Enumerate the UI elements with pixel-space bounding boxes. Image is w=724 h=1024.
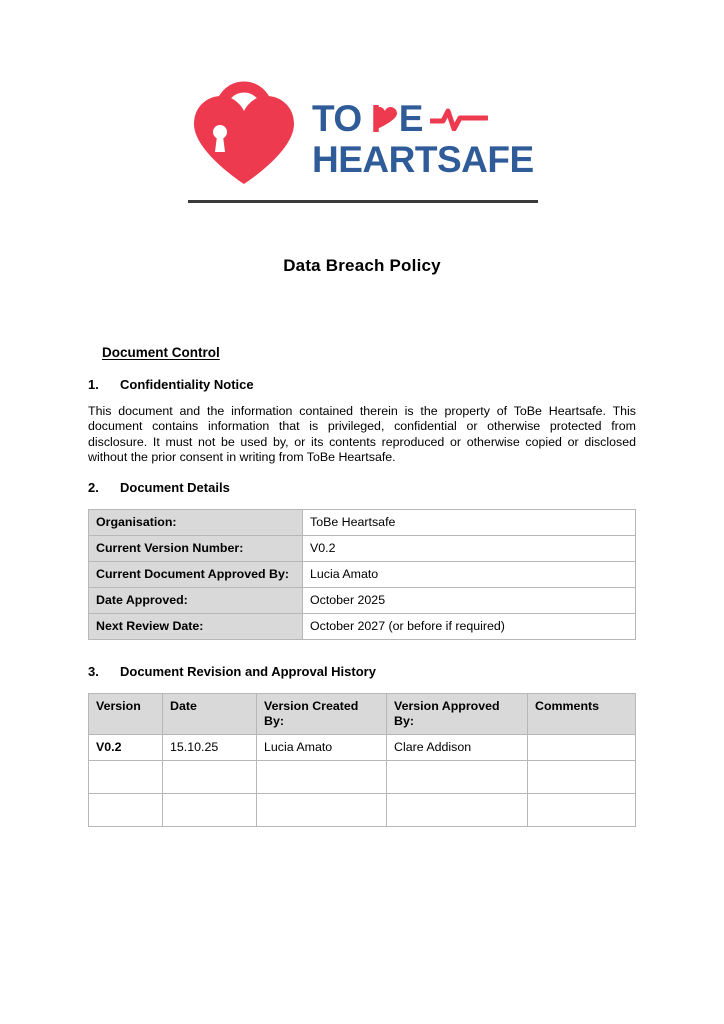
page-title: Data Breach Policy bbox=[283, 256, 441, 275]
table-row bbox=[89, 735, 636, 761]
detail-label: Current Version Number: bbox=[89, 536, 303, 562]
detail-value: ToBe Heartsafe bbox=[303, 510, 636, 536]
cell-comments bbox=[528, 794, 636, 827]
company-logo bbox=[188, 76, 538, 208]
cell-version bbox=[89, 794, 163, 827]
cell-comments bbox=[528, 735, 636, 761]
cell-created-by bbox=[257, 761, 387, 794]
cell-date bbox=[163, 794, 257, 827]
logo-text-heartsafe: HEARTSAFE bbox=[312, 139, 534, 180]
cell-date: 15.10.25 bbox=[163, 735, 257, 761]
detail-value: October 2025 bbox=[303, 588, 636, 614]
cell-version: V0.2 bbox=[89, 735, 163, 761]
heart-padlock-icon bbox=[188, 80, 300, 192]
document-details-table bbox=[88, 509, 636, 640]
logo-text-e: E bbox=[398, 97, 424, 139]
detail-label: Current Document Approved By: bbox=[89, 562, 303, 588]
column-header-date: Date bbox=[163, 694, 257, 735]
revision-history-table bbox=[88, 693, 636, 827]
section-heading-revision-history bbox=[88, 664, 376, 679]
cell-comments bbox=[528, 761, 636, 794]
table-row bbox=[89, 614, 636, 640]
cell-approved-by bbox=[387, 761, 528, 794]
section-heading-document-details bbox=[88, 480, 230, 495]
section-title: Confidentiality Notice bbox=[120, 377, 254, 392]
detail-label: Next Review Date: bbox=[89, 614, 303, 640]
detail-value: Lucia Amato bbox=[303, 562, 636, 588]
cell-created-by bbox=[257, 794, 387, 827]
detail-label: Date Approved: bbox=[89, 588, 303, 614]
detail-value: October 2027 (or before if required) bbox=[303, 614, 636, 640]
column-header-created-by: Version Created By: bbox=[257, 694, 387, 735]
logo-wordmark bbox=[312, 94, 538, 178]
table-row bbox=[89, 510, 636, 536]
table-row bbox=[89, 536, 636, 562]
document-control-heading: Document Control bbox=[102, 345, 220, 360]
column-header-version: Version bbox=[89, 694, 163, 735]
column-header-comments: Comments bbox=[528, 694, 636, 735]
logo-text-to: TO bbox=[312, 97, 362, 139]
heart-b-letter-icon bbox=[372, 105, 398, 132]
ecg-heartbeat-icon bbox=[430, 105, 488, 131]
table-row bbox=[89, 794, 636, 827]
section-number: 1. bbox=[88, 377, 99, 392]
cell-approved-by bbox=[387, 794, 528, 827]
section-number: 3. bbox=[88, 664, 99, 679]
cell-approved-by: Clare Addison bbox=[387, 735, 528, 761]
table-row bbox=[89, 761, 636, 794]
logo-divider bbox=[188, 200, 538, 203]
detail-label: Organisation: bbox=[89, 510, 303, 536]
section-number: 2. bbox=[88, 480, 99, 495]
section-title: Document Details bbox=[120, 480, 230, 495]
cell-date bbox=[163, 761, 257, 794]
cell-created-by: Lucia Amato bbox=[257, 735, 387, 761]
confidentiality-paragraph: This document and the information contained therein is the property of ToBe Heartsafe. This document contains information that is privileged, confidential or otherwise protected from disclosure. It must not be used by, or its contents reproduced or otherwise copied or disclosed without the prior consent in writing from ToBe Heartsafe. bbox=[88, 404, 636, 465]
column-header-approved-by: Version Approved By: bbox=[387, 694, 528, 735]
section-title: Document Revision and Approval History bbox=[120, 664, 376, 679]
detail-value: V0.2 bbox=[303, 536, 636, 562]
table-header-row bbox=[89, 694, 636, 735]
cell-version bbox=[89, 761, 163, 794]
table-row bbox=[89, 588, 636, 614]
table-row bbox=[89, 562, 636, 588]
section-heading-confidentiality bbox=[88, 377, 254, 392]
